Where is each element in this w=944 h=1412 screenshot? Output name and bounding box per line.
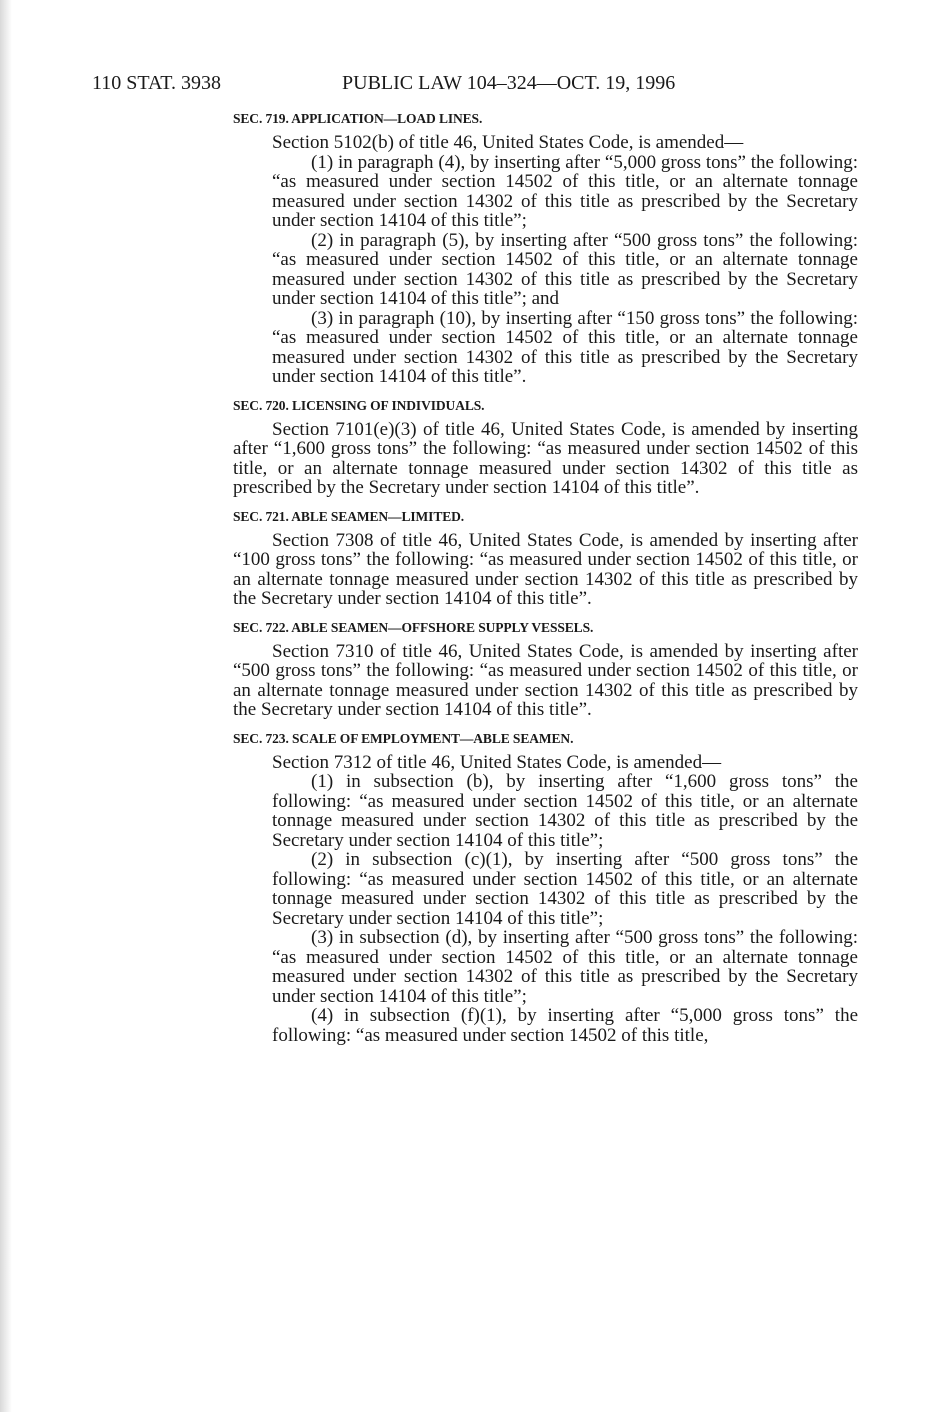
section-heading-720: SEC. 720. LICENSING OF INDIVIDUALS.	[233, 397, 485, 413]
section-719-item-3: (3) in paragraph (10), by inserting after “150 gross tons” the following: “as measured under section 14502 of this title, or an alternate tonnage measured under section 14302 of this title as prescribed by the Secretary under section 14104 of this title”.	[272, 307, 858, 387]
section-723-item-2: (2) in subsection (c)(1), by inserting after “500 gross tons” the following: “as measured under section 14502 of this title, or an alternate tonnage measured under section 14302 of this title as prescribed by the Secretary under section 14104 of this title”;	[272, 849, 858, 929]
section-heading-721: SEC. 721. ABLE SEAMEN—LIMITED.	[233, 508, 465, 524]
section-719-item-1: (1) in paragraph (4), by inserting after “5,000 gross tons” the following: “as measured under section 14502 of this title, or an alternate tonnage measured under section 14302 of this title as prescribed by the Secretary under section 14104 of this title”;	[272, 151, 858, 231]
section-heading-719: SEC. 719. APPLICATION—LOAD LINES.	[233, 111, 483, 126]
document-body	[233, 111, 858, 1045]
section-719-item-2: (2) in paragraph (5), by inserting after “500 gross tons” the following: “as measured under section 14502 of this title, or an alternate tonnage measured under section 14302 of this title as prescribed by the Secretary under section 14104 of this title”; and	[272, 229, 858, 309]
page-edge-shadow	[0, 0, 12, 1412]
stat-page-number: 110 STAT. 3938	[92, 72, 221, 94]
section-heading-723: SEC. 723. SCALE OF EMPLOYMENT—ABLE SEAMEN.	[233, 730, 574, 746]
section-heading-722: SEC. 722. ABLE SEAMEN—OFFSHORE SUPPLY VESSELS.	[233, 619, 594, 635]
section-723-item-4: (4) in subsection (f)(1), by inserting after “5,000 gross tons” the following: “as measured under section 14502 of this title,	[272, 1005, 858, 1046]
section-723-item-3: (3) in subsection (d), by inserting after “500 gross tons” the following: “as measured under section 14502 of this title, or an alternate tonnage measured under section 14302 of this title as prescribed by the Secretary under section 14104 of this title”;	[272, 927, 858, 1007]
section-719-lead: Section 5102(b) of title 46, United States Code, is amended—	[272, 132, 744, 153]
section-723-lead: Section 7312 of title 46, United States Code, is amended—	[272, 751, 722, 773]
section-721-body: Section 7308 of title 46, United States Code, is amended by inserting after “100 gross tons” the following: “as measured under section 14502 of this title, or an alternate tonnage measured under section 14302 of this title as prescribed by the Secretary under section 14104 of this title”.	[233, 529, 858, 609]
section-723-item-1: (1) in subsection (b), by inserting after “1,600 gross tons” the following: “as measured under section 14502 of this title, or an alternate tonnage measured under section 14302 of this title as prescribed by the Secretary under section 14104 of this title”;	[272, 771, 858, 851]
running-head	[92, 70, 792, 96]
section-722-body: Section 7310 of title 46, United States Code, is amended by inserting after “500 gross tons” the following: “as measured under section 14502 of this title, or an alternate tonnage measured under section 14302 of this title as prescribed by the Secretary under section 14104 of this title”.	[233, 640, 858, 720]
section-720-body: Section 7101(e)(3) of title 46, United States Code, is amended by inserting after “1,600 gross tons” the following: “as measured under section 14502 of this title, or an alternate tonnage measured under section 14302 of this title as prescribed by the Secretary under section 14104 of this title”.	[233, 418, 858, 498]
public-law-title: PUBLIC LAW 104–324—OCT. 19, 1996	[342, 72, 676, 94]
